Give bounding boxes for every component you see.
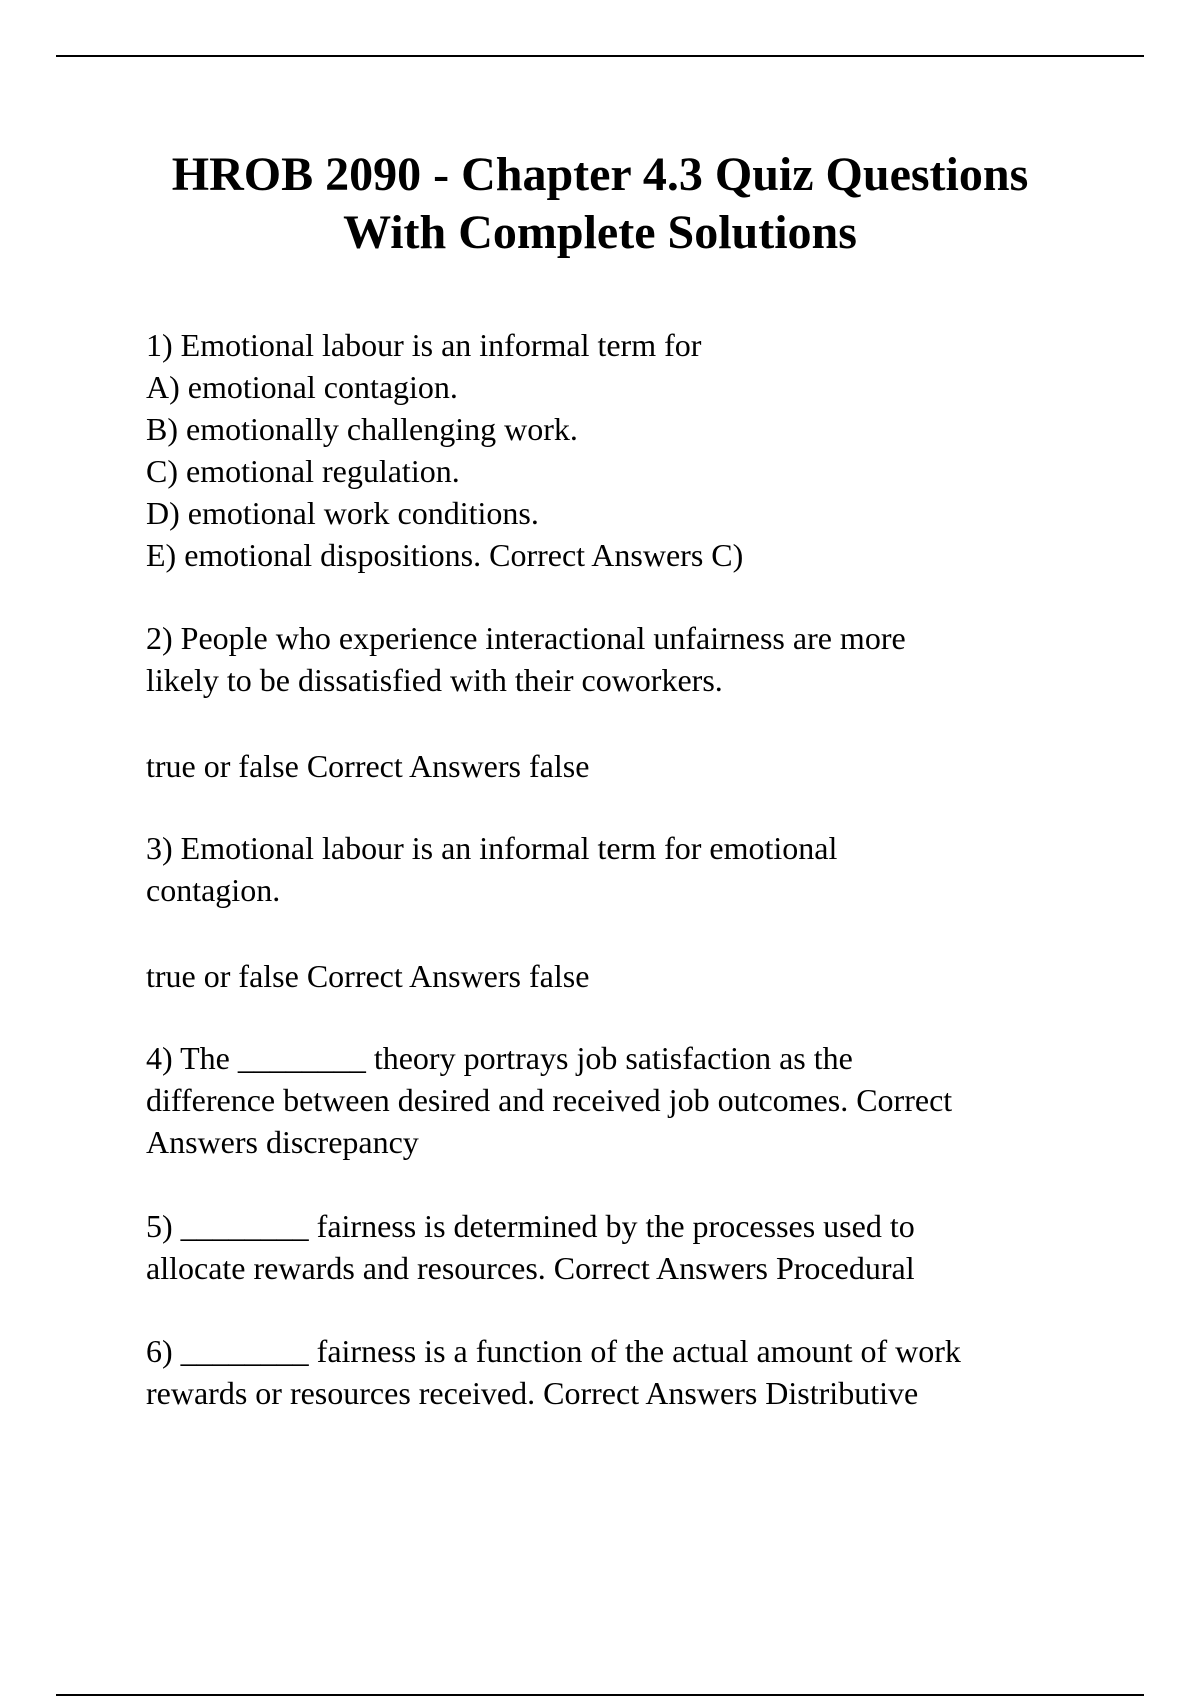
question-1-option-b: B) emotionally challenging work. xyxy=(146,411,578,447)
question-4 xyxy=(146,1037,1086,1163)
question-3-line-1: 3) Emotional labour is an informal term for emotional xyxy=(146,830,838,866)
question-5 xyxy=(146,1205,1086,1289)
question-4-line-2: difference between desired and received job outcomes. Correct xyxy=(146,1082,953,1118)
question-3-answer xyxy=(146,955,1086,997)
question-3-answer-text: true or false Correct Answers false xyxy=(146,958,590,994)
question-1-option-d: D) emotional work conditions. xyxy=(146,495,539,531)
question-2-line-1: 2) People who experience interactional unfairness are more xyxy=(146,620,906,656)
bottom-rule xyxy=(56,1694,1144,1696)
question-2-line-2: likely to be dissatisfied with their coworkers. xyxy=(146,662,723,698)
question-1-option-e: E) emotional dispositions. Correct Answers C) xyxy=(146,537,744,573)
question-6-line-2: rewards or resources received. Correct Answers Distributive xyxy=(146,1375,919,1411)
question-1-text: 1) Emotional labour is an informal term for xyxy=(146,327,702,363)
question-3-line-2: contagion. xyxy=(146,872,281,908)
question-6 xyxy=(146,1330,1086,1414)
page-title xyxy=(100,146,1100,262)
top-rule xyxy=(56,55,1144,57)
question-2 xyxy=(146,617,1086,701)
question-5-line-2: allocate rewards and resources. Correct Answers Procedural xyxy=(146,1250,915,1286)
question-2-answer-text: true or false Correct Answers false xyxy=(146,748,590,784)
question-2-answer xyxy=(146,745,1086,787)
question-6-line-1: 6) ________ fairness is a function of the actual amount of work xyxy=(146,1333,961,1369)
question-4-line-3: Answers discrepancy xyxy=(146,1124,419,1160)
title-line-1: HROB 2090 - Chapter 4.3 Quiz Questions xyxy=(171,148,1029,201)
question-1-option-a: A) emotional contagion. xyxy=(146,369,458,405)
question-1 xyxy=(146,324,1086,576)
question-3 xyxy=(146,827,1086,911)
question-1-option-c: C) emotional regulation. xyxy=(146,453,460,489)
question-4-line-1: 4) The ________ theory portrays job satisfaction as the xyxy=(146,1040,853,1076)
question-5-line-1: 5) ________ fairness is determined by the processes used to xyxy=(146,1208,915,1244)
title-line-2: With Complete Solutions xyxy=(343,206,857,259)
